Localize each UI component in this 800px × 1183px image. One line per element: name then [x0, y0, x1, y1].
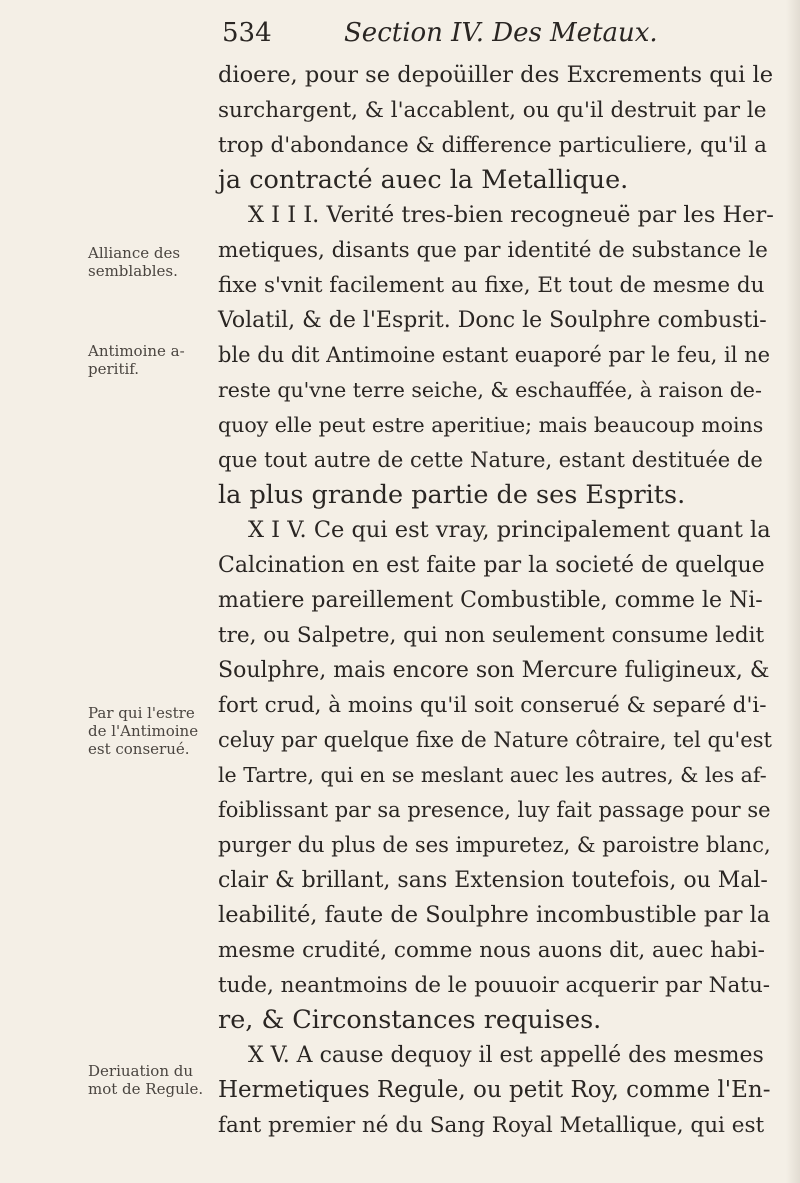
text-line: ble du dit Antimoine estant euaporé par le feu, il ne [218, 343, 771, 367]
text-line: Hermetiques Regule, ou petit Roy, comme l'En- [218, 1077, 771, 1103]
text-line: clair & brillant, sans Extension toutefois, ou Mal- [218, 868, 768, 893]
text-line: X I V. Ce qui est vray, principalement quant la [248, 517, 771, 543]
text-line: la plus grande partie de ses Esprits. [218, 480, 686, 510]
text-line: metiques, disants que par identité de substance le [218, 238, 768, 263]
margin-note-conserve [88, 704, 218, 758]
margin-note-line: Antimoine a- [88, 342, 185, 360]
text-line: celuy par quelque fixe de Nature côtraire, tel qu'est [218, 728, 772, 752]
text-line: fixe s'vnit facilement au fixe, Et tout de mesme du [218, 273, 765, 298]
header-title: Section IV. Des Metaux. [344, 18, 658, 48]
margin-note-line: est conserué. [88, 740, 190, 758]
margin-note-line: Par qui l'estre [88, 704, 195, 722]
text-line: re, & Circonstances requises. [218, 1005, 602, 1035]
running-header [222, 18, 762, 58]
text-line: purger du plus de ses impuretez, & paroistre blanc, [218, 833, 771, 857]
text-line: quoy elle peut estre aperitiue; mais beaucoup moins [218, 413, 764, 437]
text-line: foiblissant par sa presence, luy fait passage pour se [218, 798, 771, 822]
text-line: matiere pareillement Combustible, comme le Ni- [218, 588, 763, 613]
text-line: tre, ou Salpetre, qui non seulement consume ledit [218, 623, 765, 648]
margin-note-line: mot de Regule. [88, 1080, 204, 1098]
text-line: X V. A cause dequoy il est appellé des mesmes [248, 1043, 764, 1068]
page-number: 534 [222, 18, 272, 48]
text-line: fant premier né du Sang Royal Metallique, qui est [218, 1113, 765, 1138]
text-line: fort crud, à moins qu'il soit conserué & separé d'i- [218, 693, 767, 718]
margin-note-line: de l'Antimoine [88, 722, 199, 740]
body-text [218, 58, 774, 1143]
text-line: Volatil, & de l'Esprit. Donc le Soulphre combusti- [218, 308, 767, 333]
text-line: tude, neantmoins de le pouuoir acquerir par Natu- [218, 973, 771, 998]
text-line: Soulphre, mais encore son Mercure fuligineux, & [218, 658, 770, 683]
text-line: surchargent, & l'accablent, ou qu'il destruit par le [218, 98, 767, 123]
margin-note-regule [88, 1062, 218, 1098]
text-line: le Tartre, qui en se meslant auec les autres, & les af- [218, 763, 767, 787]
text-line: reste qu'vne terre seiche, & eschauffée, à raison de- [218, 378, 762, 402]
margin-note-line: peritif. [88, 360, 140, 378]
text-line: mesme crudité, comme nous auons dit, auec habi- [218, 938, 765, 963]
text-line: Calcination en est faite par la societé de quelque [218, 553, 765, 578]
text-line: trop d'abondance & difference particuliere, qu'il a [218, 133, 767, 158]
margin-note-alliance [88, 244, 218, 280]
margin-note-line: semblables. [88, 262, 178, 280]
margin-note-line: Alliance des [88, 244, 181, 262]
margin-note-line: Deriuation du [88, 1062, 194, 1080]
text-line: ja contracté auec la Metallique. [218, 165, 629, 195]
margin-note-antimoine [88, 342, 218, 378]
text-line: X I I I. Verité tres-bien recogneuë par les Her- [248, 202, 774, 228]
page-edge-shadow [786, 0, 800, 1183]
text-line: que tout autre de cette Nature, estant destituée de [218, 448, 763, 472]
text-line: dioere, pour se depoüiller des Excrements qui le [218, 62, 774, 88]
text-line: leabilité, faute de Soulphre incombustible par la [218, 902, 771, 928]
